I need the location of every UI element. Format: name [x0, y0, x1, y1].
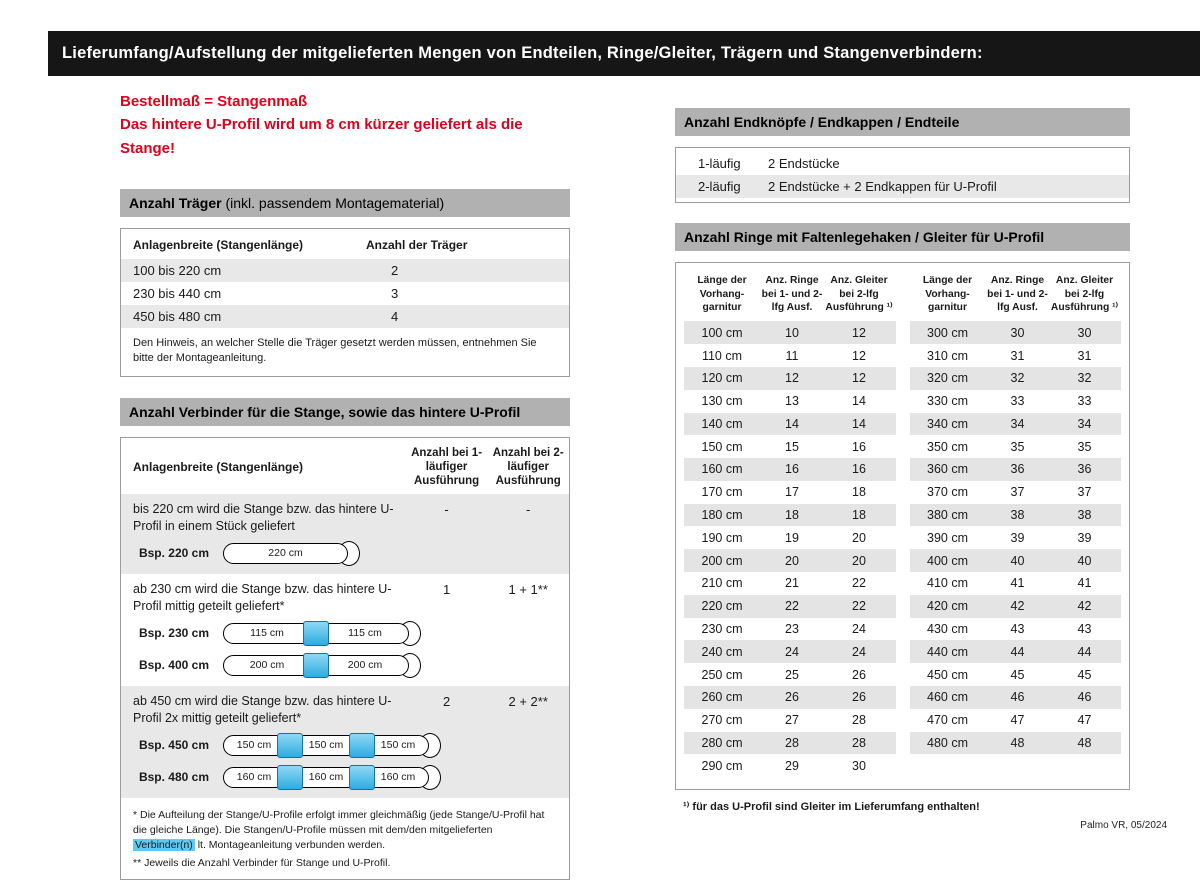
gleiter-value: 16	[852, 439, 866, 454]
laenge-value: 230 cm	[701, 622, 743, 637]
laenge-value: 460 cm	[927, 690, 968, 705]
count-2laufig: 2 + 2**	[508, 693, 548, 709]
laenge-value: 450 cm	[927, 667, 968, 682]
table-row	[910, 435, 1122, 458]
rod-illustration	[223, 653, 421, 678]
laenge-value: 390 cm	[927, 530, 968, 545]
rod-segment: 160 cm	[223, 767, 285, 788]
gleiter-value: 12	[852, 348, 866, 363]
rod-example	[121, 539, 569, 568]
laenge-value: 280 cm	[701, 736, 743, 751]
gleiter-value: 26	[852, 690, 866, 705]
laenge-value: 480 cm	[927, 736, 968, 751]
ringe-value: 25	[785, 667, 799, 682]
verbinder-table-header	[121, 438, 569, 494]
traeger-note: Den Hinweis, an welcher Stelle die Träger gesetzt werden müssen, entnehmen Sie bitte der Montageanleitung.	[133, 336, 537, 364]
ringe-value: 23	[785, 622, 799, 637]
table-row	[684, 344, 896, 367]
traeger-count-value: 3	[391, 285, 399, 301]
rod-example	[121, 763, 569, 792]
ringe-value: 47	[1010, 713, 1025, 728]
gleiter-footnote: ¹⁾ für das U-Profil sind Gleiter im Lieferumfang enthalten!	[683, 801, 980, 814]
notice-line-2: Das hintere U-Profil wird um 8 cm kürzer geliefert als die Stange!	[120, 116, 523, 157]
table-row	[910, 413, 1122, 436]
laenge-value: 440 cm	[927, 644, 968, 659]
gleiter-value: 46	[1077, 690, 1092, 705]
col-gleiter: Anz. Gleiter bei 2-lfg Ausführung ¹⁾	[1050, 275, 1119, 313]
gleiter-value: 45	[1077, 667, 1092, 682]
right-column	[675, 108, 1130, 813]
ringe-value: 43	[1010, 622, 1025, 637]
order-notice	[120, 90, 570, 160]
gleiter-value: 30	[852, 758, 866, 773]
ringe-value: 16	[785, 462, 799, 477]
left-column	[120, 90, 570, 880]
laenge-value: 250 cm	[701, 667, 743, 682]
gleiter-value: 22	[852, 576, 866, 591]
example-label: Bsp. 230 cm	[138, 626, 209, 641]
traeger-count-value: 4	[391, 308, 399, 324]
example-label: Bsp. 400 cm	[138, 658, 209, 673]
table-row	[684, 618, 896, 641]
gleiter-value: 24	[852, 622, 866, 637]
table-row	[684, 709, 896, 732]
laenge-value: 140 cm	[701, 416, 743, 431]
ringe-rows-2	[910, 321, 1122, 754]
ringe-gleiter-tables	[675, 262, 1130, 790]
footnote-2: ** Jeweils die Anzahl Verbinder für Stange und U-Profil.	[133, 857, 391, 870]
table-row	[676, 152, 1129, 175]
endteile-rows	[676, 152, 1129, 198]
table-row	[910, 663, 1122, 686]
table-row	[910, 504, 1122, 527]
col-anlagenbreite: Anlagenbreite (Stangenlänge)	[133, 237, 304, 252]
ringe-value: 30	[1010, 325, 1025, 340]
count-1laufig: -	[444, 501, 449, 517]
laenge-value: 240 cm	[701, 644, 743, 659]
rod-segment: 150 cm	[367, 735, 429, 756]
laenge-value: 380 cm	[927, 508, 968, 523]
gleiter-value: 32	[1077, 371, 1092, 386]
table-row	[684, 549, 896, 572]
ringe-table-header	[910, 269, 1122, 321]
gleiter-value: 34	[1077, 416, 1092, 431]
section-header-ringe: Anzahl Ringe mit Faltenlegehaken / Gleiter für U-Profil	[675, 223, 1130, 251]
ringe-value: 48	[1010, 736, 1025, 751]
table-row	[910, 595, 1122, 618]
col-ringe: Anz. Ringe bei 1- und 2-lfg Ausf.	[987, 275, 1048, 313]
table-row	[910, 732, 1122, 755]
laenge-value: 110 cm	[701, 348, 743, 363]
table-row	[121, 282, 569, 305]
footnote-1	[121, 798, 569, 856]
table-row	[684, 458, 896, 481]
gleiter-value: 44	[1077, 644, 1092, 659]
ringe-value: 15	[785, 439, 799, 454]
gleiter-value: 20	[852, 553, 866, 568]
traeger-table	[120, 228, 570, 377]
rod-segment: 200 cm	[223, 655, 311, 676]
ringe-value: 45	[1010, 667, 1025, 682]
ringe-value: 24	[785, 644, 799, 659]
verbinder-group-ab-450	[121, 686, 569, 798]
laenge-value: 300 cm	[927, 325, 968, 340]
table-row	[684, 754, 896, 777]
rod-example	[121, 651, 569, 680]
example-label: Bsp. 480 cm	[138, 770, 209, 785]
table-row	[121, 305, 569, 328]
table-row	[910, 640, 1122, 663]
ringe-value: 21	[785, 576, 799, 591]
connector-icon	[277, 765, 303, 790]
table-row	[684, 367, 896, 390]
table-row	[910, 390, 1122, 413]
gleiter-value: 33	[1077, 394, 1092, 409]
gleiter-value: 48	[1077, 736, 1092, 751]
connector-icon	[349, 765, 375, 790]
gleiter-value: 12	[852, 325, 866, 340]
section-header-endteile: Anzahl Endknöpfe / Endkappen / Endteile	[675, 108, 1130, 136]
group-text: bis 220 cm wird die Stange bzw. das hintere U-Profil in einem Stück geliefert	[133, 501, 394, 534]
rod-segment: 150 cm	[295, 735, 357, 756]
laenge-value: 400 cm	[927, 553, 968, 568]
rod-segment: 115 cm	[321, 623, 409, 644]
ringe-rows-1	[684, 321, 896, 777]
table-row	[684, 640, 896, 663]
example-label: Bsp. 450 cm	[138, 738, 209, 753]
gleiter-value: 35	[1077, 439, 1092, 454]
table-row	[910, 618, 1122, 641]
table-row	[910, 549, 1122, 572]
anlagenbreite-value: 100 bis 220 cm	[133, 262, 222, 278]
verbinder-table	[120, 437, 570, 880]
ringe-value: 26	[785, 690, 799, 705]
ringe-value: 11	[785, 348, 799, 363]
ringe-value: 29	[785, 758, 799, 773]
laenge-value: 220 cm	[701, 599, 743, 614]
ringe-value: 39	[1010, 530, 1025, 545]
laenge-value: 430 cm	[927, 622, 968, 637]
gleiter-value: 28	[852, 713, 866, 728]
col-anzahl-1laufig: Anzahl bei 1-läufiger Ausführung	[411, 446, 483, 488]
ringe-value: 41	[1010, 576, 1025, 591]
ringe-value: 32	[1010, 371, 1025, 386]
laenge-value: 360 cm	[927, 462, 968, 477]
gleiter-value: 22	[852, 599, 866, 614]
endstuecke-value: 2 Endstücke + 2 Endkappen für U-Profil	[768, 179, 997, 195]
table-row	[910, 321, 1122, 344]
table-row	[684, 504, 896, 527]
table-row	[121, 259, 569, 282]
laenge-value: 150 cm	[701, 439, 743, 454]
table-row	[684, 663, 896, 686]
rod-example	[121, 731, 569, 760]
ringe-value: 44	[1010, 644, 1025, 659]
laenge-value: 190 cm	[701, 530, 743, 545]
laenge-value: 120 cm	[701, 371, 743, 386]
ringe-value: 35	[1010, 439, 1025, 454]
table-row	[684, 686, 896, 709]
table-row	[684, 481, 896, 504]
ringe-value: 27	[785, 713, 799, 728]
gleiter-value: 47	[1077, 713, 1092, 728]
document-version: Palmo VR, 05/2024	[1080, 820, 1167, 831]
laenge-value: 180 cm	[701, 508, 743, 523]
connector-icon	[277, 733, 303, 758]
ringe-value: 33	[1010, 394, 1025, 409]
notice-line-1: Bestellmaß = Stangenmaß	[120, 93, 308, 110]
laenge-value: 330 cm	[927, 394, 968, 409]
ringe-value: 46	[1010, 690, 1025, 705]
gleiter-value: 18	[852, 485, 866, 500]
laenge-value: 340 cm	[927, 416, 968, 431]
rod-illustration	[223, 765, 441, 790]
table-row	[910, 686, 1122, 709]
ringe-value: 38	[1010, 508, 1025, 523]
traeger-table-header	[121, 229, 569, 259]
rod-segment: 150 cm	[223, 735, 285, 756]
anlagenbreite-value: 450 bis 480 cm	[133, 308, 222, 324]
rod-illustration	[223, 541, 360, 566]
gleiter-value: 14	[852, 416, 866, 431]
page-title: Lieferumfang/Aufstellung der mitgelieferten Mengen von Endteilen, Ringe/Gleiter, Trägern und Stangenverbindern:	[48, 31, 1200, 76]
table-row	[910, 344, 1122, 367]
col-anlagenbreite: Anlagenbreite (Stangenlänge)	[133, 460, 304, 475]
traeger-count-value: 2	[391, 262, 399, 278]
rod-segment: 160 cm	[295, 767, 357, 788]
section-title: Anzahl Träger	[129, 194, 222, 211]
count-2laufig: -	[526, 501, 531, 517]
connector-icon	[303, 653, 329, 678]
gleiter-value: 42	[1077, 599, 1092, 614]
count-1laufig: 2	[442, 693, 451, 709]
traeger-rows	[121, 259, 569, 328]
gleiter-value: 31	[1077, 348, 1092, 363]
rod-example	[121, 619, 569, 648]
gleiter-value: 24	[852, 644, 866, 659]
section-header-traeger	[120, 189, 570, 217]
ringe-table-header	[684, 269, 896, 321]
table-row	[684, 321, 896, 344]
rod-illustration	[223, 621, 421, 646]
laenge-value: 290 cm	[701, 758, 743, 773]
laenge-value: 130 cm	[701, 394, 743, 409]
example-label: Bsp. 220 cm	[138, 546, 209, 561]
laenge-value: 410 cm	[927, 576, 968, 591]
rod-segment: 200 cm	[321, 655, 409, 676]
gleiter-value: 41	[1077, 576, 1092, 591]
laenge-value: 350 cm	[927, 439, 968, 454]
ringe-value: 19	[785, 530, 799, 545]
ringe-value: 31	[1010, 348, 1025, 363]
laenge-value: 160 cm	[701, 462, 743, 477]
table-row	[910, 709, 1122, 732]
table-row	[910, 481, 1122, 504]
gleiter-value: 30	[1077, 325, 1092, 340]
ringe-value: 36	[1010, 462, 1025, 477]
ringe-value: 40	[1010, 553, 1025, 568]
gleiter-value: 39	[1077, 530, 1092, 545]
ringe-value: 18	[785, 508, 799, 523]
rod-illustration	[223, 733, 441, 758]
laenge-value: 270 cm	[701, 713, 743, 728]
laenge-value: 370 cm	[927, 485, 968, 500]
ringe-value: 28	[785, 736, 799, 751]
table-row	[684, 595, 896, 618]
ringe-value: 34	[1010, 416, 1025, 431]
laenge-value: 100 cm	[701, 325, 743, 340]
laufig-value: 2-läufig	[698, 179, 741, 195]
count-2laufig: 1 + 1**	[508, 581, 548, 597]
connector-icon	[349, 733, 375, 758]
table-row	[910, 526, 1122, 549]
footnote-1-post: lt. Montageanleitung verbunden werden.	[194, 839, 386, 852]
ringe-value: 17	[785, 485, 799, 500]
ringe-value: 12	[785, 371, 799, 386]
endteile-table	[675, 147, 1130, 203]
table-row	[684, 413, 896, 436]
group-text: ab 230 cm wird die Stange bzw. das hintere U-Profil mittig geteilt geliefert*	[133, 581, 392, 614]
laenge-value: 210 cm	[701, 576, 743, 591]
section-header-verbinder: Anzahl Verbinder für die Stange, sowie das hintere U-Profil	[120, 398, 570, 426]
ringe-table-100-290	[684, 269, 896, 777]
laenge-value: 320 cm	[927, 371, 968, 386]
ringe-table-300-480	[910, 269, 1122, 777]
laenge-value: 260 cm	[701, 690, 743, 705]
ringe-value: 42	[1010, 599, 1025, 614]
rod-segment: 160 cm	[367, 767, 429, 788]
laenge-value: 470 cm	[927, 713, 968, 728]
table-row	[684, 526, 896, 549]
table-row	[684, 572, 896, 595]
gleiter-value: 40	[1077, 553, 1092, 568]
table-row	[910, 367, 1122, 390]
laenge-value: 310 cm	[927, 348, 968, 363]
gleiter-value: 16	[852, 462, 866, 477]
ringe-value: 13	[785, 394, 799, 409]
gleiter-value: 18	[852, 508, 866, 523]
table-row	[684, 390, 896, 413]
verbinder-group-ab-230	[121, 574, 569, 686]
gleiter-value: 37	[1077, 485, 1092, 500]
gleiter-value: 28	[852, 736, 866, 751]
laenge-value: 200 cm	[701, 553, 743, 568]
ringe-value: 14	[785, 416, 799, 431]
gleiter-value: 36	[1077, 462, 1092, 477]
table-row	[910, 458, 1122, 481]
ringe-value: 22	[785, 599, 799, 614]
count-1laufig: 1	[442, 581, 451, 597]
col-anzahl-traeger: Anzahl der Träger	[366, 237, 468, 252]
col-laenge: Länge der Vorhang-garnitur	[697, 275, 747, 313]
section-subtitle: (inkl. passendem Montagematerial)	[221, 194, 445, 211]
col-ringe: Anz. Ringe bei 1- und 2-lfg Ausf.	[761, 275, 823, 313]
endstuecke-value: 2 Endstücke	[768, 156, 840, 172]
rod-segment: 220 cm	[223, 543, 348, 564]
gleiter-value: 38	[1077, 508, 1092, 523]
gleiter-value: 12	[852, 371, 866, 386]
table-row	[684, 435, 896, 458]
verbinder-group-bis-220	[121, 494, 569, 574]
table-row	[910, 572, 1122, 595]
col-gleiter: Anz. Gleiter bei 2-lfg Ausführung ¹⁾	[825, 275, 893, 313]
laufig-value: 1-läufig	[698, 156, 741, 172]
verbinder-highlight: Verbinder(n)	[135, 839, 193, 852]
col-laenge: Länge der Vorhang-garnitur	[922, 275, 973, 313]
footnote-1-pre: * Die Aufteilung der Stange/U-Profile erfolgt immer gleichmäßig (jede Stange/U-Profil hat die gleiche Länge). Die Stangen/U-Profile müssen mit dem/den mitgelieferten	[133, 808, 545, 836]
laenge-value: 420 cm	[927, 599, 968, 614]
ringe-value: 20	[785, 553, 799, 568]
laenge-value: 170 cm	[701, 485, 743, 500]
ringe-value: 37	[1010, 485, 1025, 500]
table-row	[684, 732, 896, 755]
gleiter-value: 14	[852, 394, 866, 409]
gleiter-value: 26	[852, 667, 866, 682]
anlagenbreite-value: 230 bis 440 cm	[133, 285, 222, 301]
col-anzahl-2laufig: Anzahl bei 2-läufiger Ausführung	[492, 446, 564, 488]
rod-segment: 115 cm	[223, 623, 311, 644]
connector-icon	[303, 621, 329, 646]
ringe-value: 10	[785, 325, 799, 340]
gleiter-value: 43	[1077, 622, 1092, 637]
table-row	[676, 175, 1129, 198]
gleiter-value: 20	[852, 530, 866, 545]
group-text: ab 450 cm wird die Stange bzw. das hintere U-Profil 2x mittig geteilt geliefert*	[133, 693, 392, 726]
